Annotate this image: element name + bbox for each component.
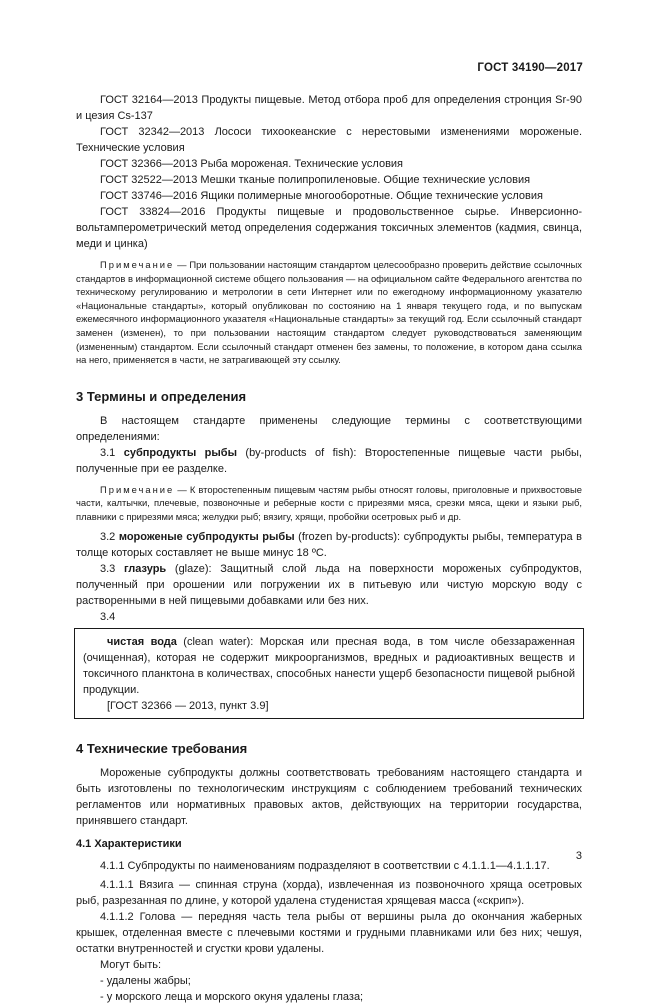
list-item: - удалены жабры;: [100, 974, 191, 987]
note-text: — К второстепенным пищевым частям рыбы относят головы, приголовные и прихвостовые части, калтычки, плечевые, позвоночные и реберные кости с прирезями мяса, срезки мяса, щеки и языки рыб, плавники с прирезями мяса; желудки рыб; вязигу, хрящи, пробойки осетровых рыб и др.: [76, 483, 582, 522]
term-definition: (clean water): Морская или пресная вода, в том числе обеззараженная (очищенная), которая не содержит микроорганизмов, вредных и радиоактивных веществ и токсичного планктона в количествах, способных нанести ущерб безопасности пищевой рыбной продукции.: [83, 635, 575, 696]
term-number: 3.2: [100, 530, 119, 543]
term-3-4-number: 3.4: [100, 610, 116, 623]
term-3-4: [83, 634, 575, 698]
term-name: чистая вода: [107, 635, 177, 648]
subsection-4-1-title: 4.1 Характеристики: [76, 837, 182, 850]
term-name: мороженые субпродукты рыбы: [118, 530, 295, 543]
term-source: [ГОСТ 32366 — 2013, пункт 3.9]: [107, 699, 269, 712]
page-number: 3: [575, 850, 582, 862]
list-item: - у морского леща и морского окуня удалены глаза;: [100, 990, 364, 1003]
section-3-title: 3 Термины и определения: [76, 388, 247, 404]
term-3-1: [76, 445, 582, 477]
term-name: глазурь: [124, 562, 167, 575]
section-3-intro: В настоящем стандарте применены следующие термины с соответствующими определениями:: [76, 414, 582, 443]
paragraph-4-1-1: 4.1.1 Субпродукты по наименованиям подразделяют в соответствии с 4.1.1.1—4.1.1.17.: [100, 859, 550, 872]
note-references: [76, 258, 582, 367]
paragraph-4-1-1-1: 4.1.1.1 Вязига — спинная струна (хорда), извлеченная из позвоночного хряща осетровых рыб, разрезанная по длине, у которой удалена студенистая хрящевая масса («скрип»).: [76, 878, 582, 907]
note-label: Примечание: [100, 259, 175, 270]
section-4-title: 4 Технические требования: [76, 740, 248, 756]
term-definition: (glaze): Защитный слой льда на поверхности мороженых субпродуктов, полученный при орошении или погружении их в питьевую или чистую морскую воду с растворенными в ней пищевыми добавками или без них.: [76, 562, 582, 607]
paragraph-4-1-1-2: 4.1.1.2 Голова — передняя часть тела рыбы от вершины рыла до окончания жаберных крышек, отделенная вместе с плечевыми костями и грудными плавниками или без них; чешуя, остатки внутренностей и сгустки крови удалены.: [76, 910, 582, 955]
note-term-3-1: [76, 483, 582, 524]
term-definition: (frozen by-products): субпродукты рыбы, температура в толще которых составляет не выше минус 18 ºС.: [76, 530, 582, 559]
term-definition: (by-products of fish): Второстепенные пищевые части рыбы, полученные при ее разделке.: [76, 446, 582, 475]
term-3-2: [76, 529, 582, 561]
may-be-label: Могут быть:: [100, 958, 162, 971]
reference-item: ГОСТ 33824—2016 Продукты пищевые и продовольственное сырье. Инверсионно-вольтамперометрический метод определения содержания токсичных элементов (кадмия, свинца, меди и цинка): [76, 206, 582, 250]
reference-item: ГОСТ 32522—2013 Мешки тканые полипропиленовые. Общие технические условия: [100, 174, 531, 186]
reference-item: ГОСТ 33746—2016 Ящики полимерные многооборотные. Общие технические условия: [100, 190, 543, 202]
term-number: 3.1: [100, 446, 124, 459]
note-label: Примечание: [100, 483, 175, 495]
reference-item: ГОСТ 32164—2013 Продукты пищевые. Метод отбора проб для определения стронция Sr-90 и цезия Cs-137: [76, 94, 582, 122]
term-3-3: [76, 561, 582, 609]
section-4-intro: Мороженые субпродукты должны соответствовать требованиям настоящего стандарта и быть изготовлены по технологическим инструкциям с соблюдением требований технических регламентов или нормативных правовых актов, действующих на территории государства, принявшего стандарт.: [76, 766, 582, 827]
reference-item: ГОСТ 32366—2013 Рыба мороженая. Технические условия: [100, 158, 404, 170]
term-number: 3.3: [100, 562, 124, 575]
document-id: ГОСТ 34190—2017: [477, 62, 583, 74]
term-name: субпродукты рыбы: [123, 446, 237, 459]
note-text: — При пользовании настоящим стандартом целесообразно проверить действие ссылочных стандартов в информационной системе общего пользования — на официальном сайте Федерального агентства по техническому регулированию и метрологии в сети Интернет или по ежегодному информационному указателю «Национальные стандарты», который опубликован по состоянию на 1 января текущего года, и по выпускам ежемесячного информационного указателя «Национальные стандарты» за текущий год. Если ссылочный стандарт заменен (изменен), то при пользовании настоящим стандартом следует руководствоваться заменяющим (измененным) стандартом. Если ссылочный стандарт отменен без замены, то положение, в котором дана ссылка на него, применяется в части, не затрагивающей эту ссылку.: [76, 259, 582, 366]
term-3-4-box: [74, 628, 584, 719]
reference-item: ГОСТ 32342—2013 Лососи тихоокеанские с нерестовыми изменениями мороженые. Технические условия: [76, 126, 582, 154]
page-content: [76, 92, 582, 1005]
